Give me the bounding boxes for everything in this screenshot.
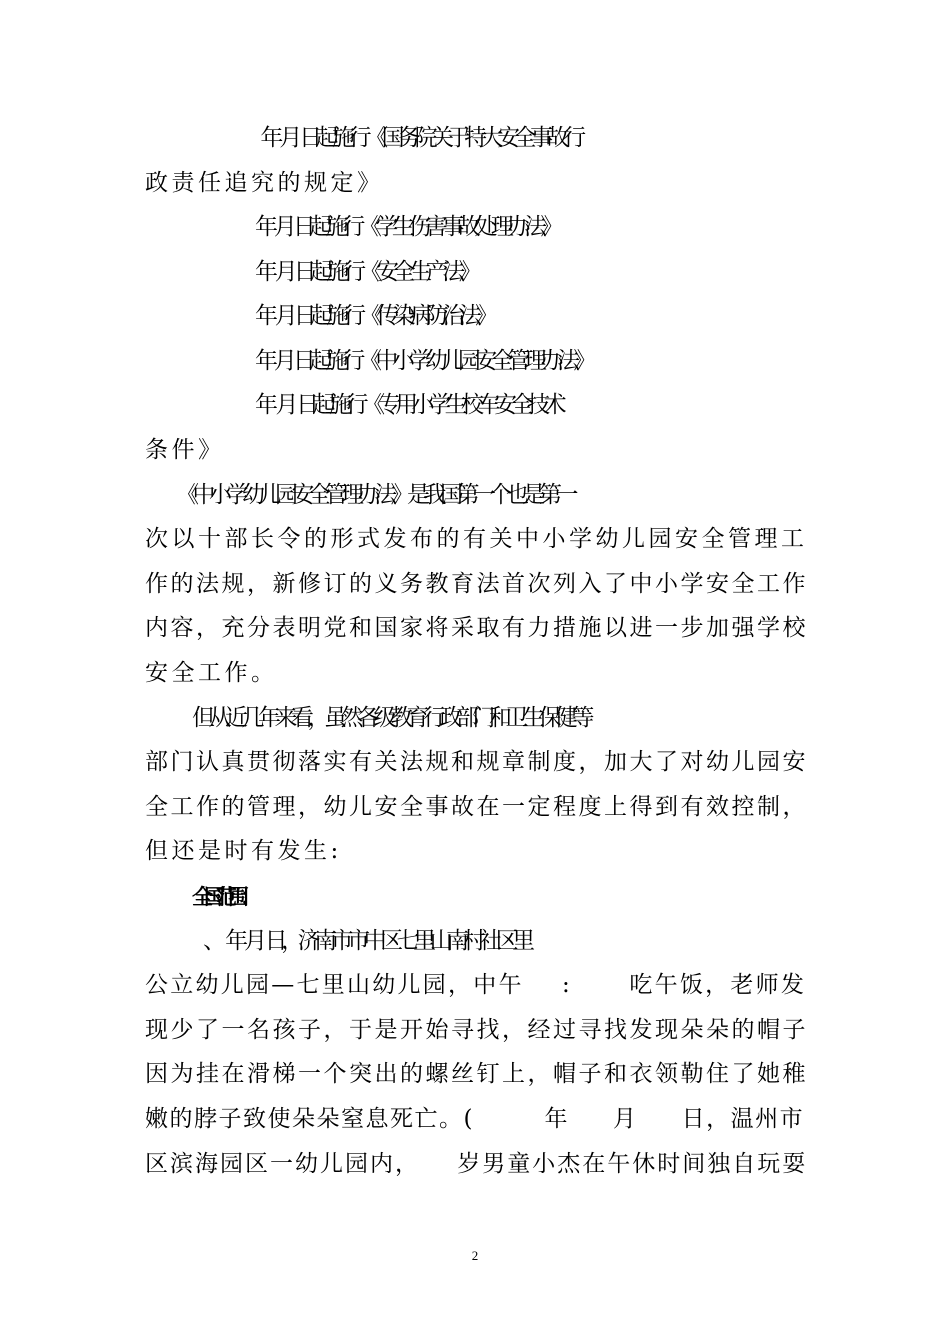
- law-item-2: 年 月 日起施行《学生伤害事故处理办法》: [255, 214, 557, 240]
- law-item-3: 年 月 日起施行《安全生产法》: [255, 259, 476, 285]
- law-item-1: 年 月 日起施行《国务院关于特大安全事故行: [258, 125, 580, 151]
- paragraph-1-line-2: 次以十部长令的形式发布的有关中小学幼儿园安全管理工: [145, 526, 808, 552]
- paragraph-2-line-3: 全工作的管理，幼儿安全事故在一定程度上得到有效控制，: [145, 794, 808, 820]
- paragraph-1-line-5: 安全工作。: [145, 660, 278, 686]
- paragraph-3-line-4: 因为挂在滑梯一个突出的螺丝钉上，帽子和衣领勒住了她稚: [145, 1061, 808, 1087]
- paragraph-1-line-4: 内容，充分表明党和国家将采取有力措施以进一步加强学校: [145, 615, 808, 641]
- paragraph-3-line-1: 、 年 月 日，济南市市中区七里山南村社区里: [203, 928, 529, 954]
- paragraph-3-line-5: 嫩的脖子致使朵朵窒息死亡。( 年 月 日，温州市: [145, 1106, 805, 1132]
- paragraph-2-line-4: 但还是时有发生:: [145, 838, 342, 864]
- paragraph-1-line-1: 《中小学幼儿园安全管理办法》是我国第一个也是第一: [176, 482, 572, 508]
- law-item-6-cont: 条件》: [145, 437, 225, 463]
- paragraph-3-line-2: 公立幼儿园—七里山幼儿园，中午 : 吃午饭，老师发: [145, 972, 807, 998]
- law-item-4: 年 月 日起施行《传染病防治法》: [255, 303, 492, 329]
- paragraph-1-line-3: 作的法规，新修订的义务教育法首次列入了中小学安全工作: [145, 571, 808, 597]
- law-item-6: 年 月 日起施行《专用小学生校车安全技术: [255, 392, 561, 418]
- page-number: 2: [471, 1248, 479, 1263]
- paragraph-2-line-2: 部门认真贯彻落实有关法规和规章制度，加大了对幼儿园安: [145, 749, 808, 775]
- law-item-5: 年 月 日起施行《中小学幼儿园安全管理办法》: [255, 348, 590, 374]
- paragraph-3-line-6: 区滨海园区一幼儿园内， 岁男童小杰在午休时间独自玩耍: [145, 1151, 808, 1177]
- paragraph-3-line-3: 现少了一名孩子，于是开始寻找，经过寻找发现朵朵的帽子: [145, 1017, 808, 1043]
- paragraph-2-line-1: 但从近几年来看，虽然各级教育行政部门和卫生保健等: [192, 705, 588, 731]
- law-item-1-cont: 政责任追究的规定》: [145, 170, 384, 196]
- section-heading: 全国范围：: [192, 885, 252, 909]
